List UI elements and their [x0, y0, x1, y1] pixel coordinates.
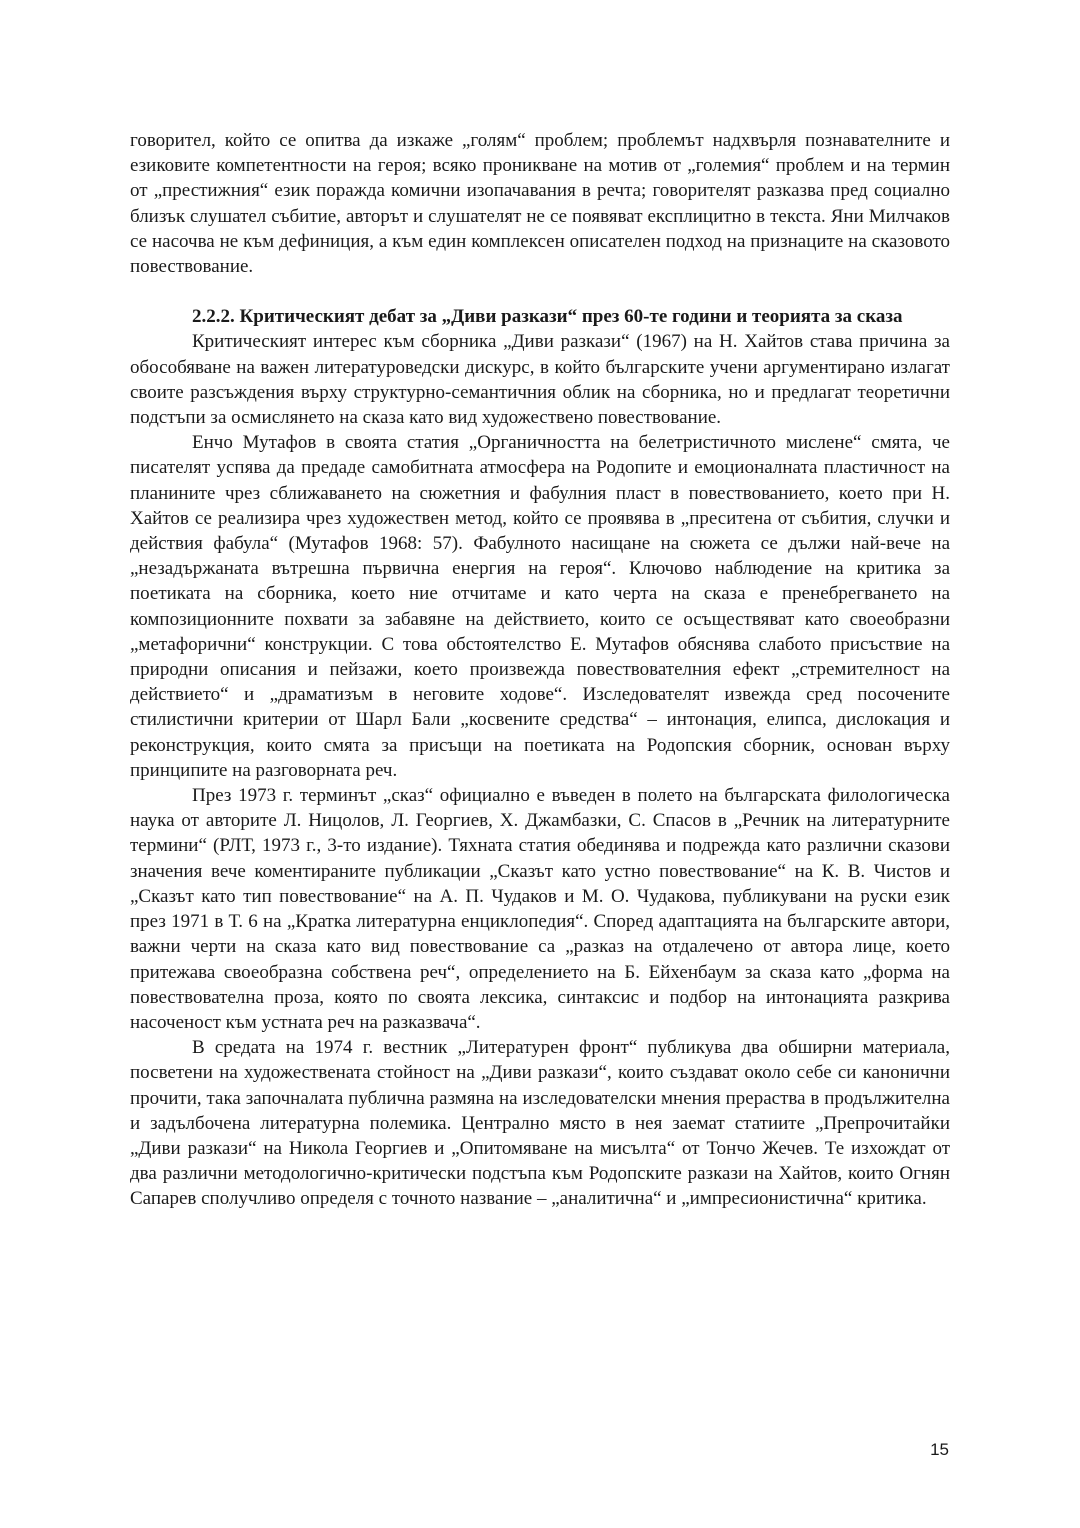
- section-heading: 2.2.2. Критическият дебат за „Диви разкази“ през 60-те години и теорията за сказа: [192, 306, 903, 328]
- paragraph: В средата на 1974 г. вестник „Литературен фронт“ публикува два обширни материала, посветени на художествената стойност на „Диви разкази“, които създават около себе си канонични прочити, така започналата публична размяна на изследователски мнения прераства в продължителна и задълбочена литературна полемика. Централно място в нея заемат статиите „Препрочитайки „Диви разкази“ на Никола Георгиев и „Опитомяване на мисълта“ от Тончо Жечев. Те изхождат от два различни методологично-критически подстъпа към Родопските разкази на Хайтов, които Огнян Сапарев сполучливо определя с точното название – „аналитична“ и „импресионистична“ критика.: [130, 1037, 950, 1210]
- paragraph-continuation: говорител, който се опитва да изкаже „голям“ проблем; проблемът надхвърля познавателните и езиковите компетентности на героя; всяко проникване на мотив от „големия“ проблем и на термин от „престижния“ език поражда комични изопачавания в речта; говорителят разказва пред социално близък слушател събитие, авторът и слушателят не се появяват експлицитно в текста. Яни Милчаков се насочва не към дефиниция, а към един комплексен описателен подход на признаците на сказовото повествование.: [130, 130, 950, 278]
- paragraph: Енчо Мутафов в своята статия „Органичността на белетристичното мислене“ смята, че писателят успява да предаде самобитната атмосфера на Родопите и емоционалната пластичност на планините чрез сближаването на сюжетния и фабулния пласт в повествованието, което при Н. Хайтов се реализира чрез художествен метод, който се проявява в „преситена от събития, случки и действия фабула“ (Мутафов 1968: 57). Фабулното насищане на сюжета се дължи най-вече на „незадържаната вътрешна първична енергия на героя“. Ключово наблюдение на критика за поетиката на сборника, което ние отчитаме и като черта на сказа е пренебрегването на композиционните похвати за забавяне на действието, които се осъществяват като своеобразни „метафорични“ конструкции. С това обстоятелство Е. Мутафов обяснява слабото присъствие на природни описания и пейзажи, което произвежда повествователния ефект „стремителност на действието“ и „драматизъм в неговите ходове“. Изследователят извежда сред посочените стилистични критерии от Шарл Бали „косвените средства“ – интонация, елипса, дислокация и реконструкция, които смята за присъщи на поетиката на Родопския сборник, основан върху принципите на разговорната реч.: [130, 432, 950, 781]
- body-text: [130, 128, 950, 1212]
- paragraph: През 1973 г. терминът „сказ“ официално е въведен в полето на българската филологическа наука от авторите Л. Ницолов, Л. Георгиев, Х. Джамбазки, С. Спасов в „Речник на литературните термини“ (РЛТ, 1973 г., 3-то издание). Тяхната статия обединява и подрежда като различни сказови значения вече коментираните публикации „Сказът като устно повествование“ на К. В. Чистов и „Сказът като тип повествование“ на А. П. Чудаков и М. О. Чудакова, публикувани на руски език през 1971 в Т. 6 на „Кратка литературна енциклопедия“. Според адаптацията на българските автори, важни черти на сказа като вид повествование са „разказ на отдалечено от автора лице, което притежава своеобразна собствена реч“, определението на Б. Ейхенбаум за сказа като „форма на повествователна проза, която по своята лексика, синтаксис и подбор на интонацията разкрива насоченост към устната реч на разказвача“.: [130, 785, 950, 1033]
- paragraph: Критическият интерес към сборника „Диви разкази“ (1967) на Н. Хайтов става причина за обособяване на важен литературоведски дискурс, в който българските учени аргументирано излагат своите разсъждения върху структурно-семантичния облик на сборника, но и предлагат теоретични подстъпи за осмислянето на сказа като вид художествено повествование.: [130, 331, 950, 429]
- page-number: 15: [930, 1440, 949, 1459]
